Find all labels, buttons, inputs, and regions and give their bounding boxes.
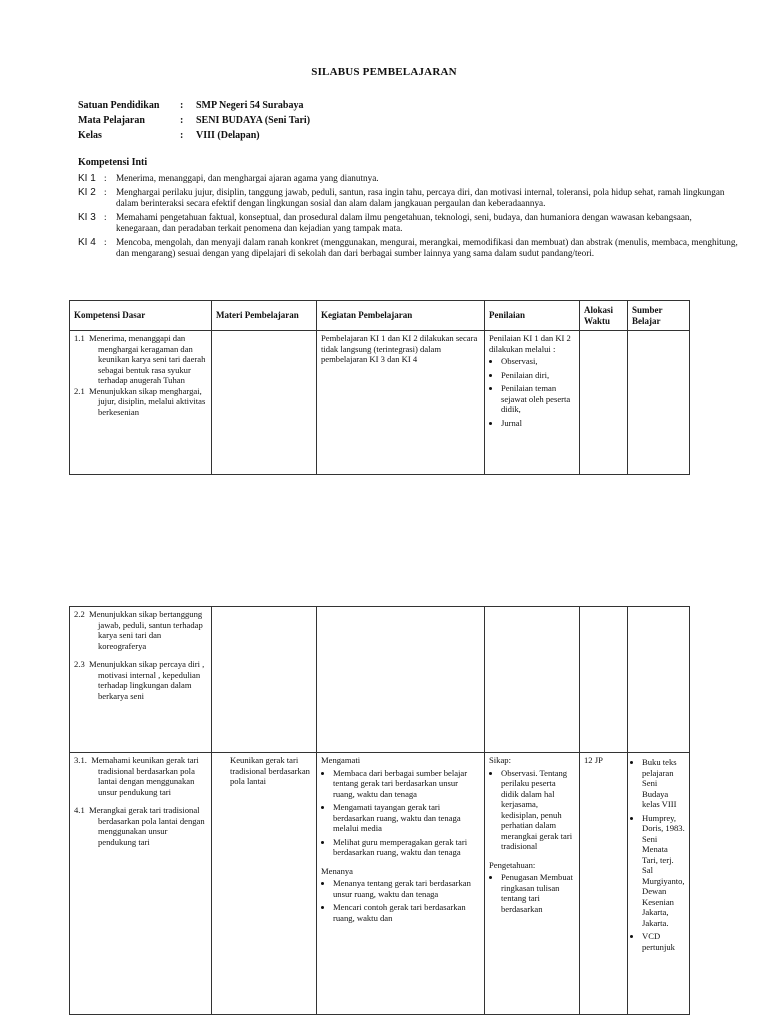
kegiatan-heading-menanya: Menanya bbox=[321, 865, 353, 876]
ki-text: Menghargai perilaku jujur, disiplin, tanggung jawab, peduli, santun, rasa ingin tahu, percaya diri, dan motivasi internal, toleransi, pola hidup sehat, ramah lingkungan dalam berinteraksi secara efektif dengan lingkungan sosial dan alam dalam jangkauan pergaulan dan keberadaannya. bbox=[116, 187, 725, 208]
cell-materi bbox=[212, 753, 317, 1015]
meta-label: Mata Pelajaran bbox=[78, 115, 145, 126]
kegiatan-list-menanya bbox=[321, 878, 480, 923]
cell-materi bbox=[212, 331, 317, 475]
list-item: • Mengamati tayangan gerak tari berdasarkan ruang, waktu dan tenaga melalui media bbox=[333, 802, 480, 834]
list-item: • Jurnal bbox=[501, 418, 575, 429]
kd-number: 1.1 bbox=[74, 333, 85, 343]
kd-text: Menunjukkan sikap menghargai, jujur, disiplin, melalui aktivitas berkesenian bbox=[89, 385, 206, 417]
ki-text: Mencoba, mengolah, dan menyaji dalam ranah konkret (menggunakan, mengurai, merangkai, memodifikasi dan membuat) dan abstrak (menulis, membaca, menghitung, dan mengarang) sesuai dengan yang dipelajari di sekolah dan dari berbagai sumber lainnya yang sama dalam sudut pandang/teori. bbox=[116, 237, 738, 258]
syllabus-table-part-2 bbox=[69, 606, 690, 1015]
list-item: • VCD pertunjuk bbox=[642, 931, 685, 952]
cell-kompetensi-dasar bbox=[70, 331, 212, 475]
kd-item bbox=[74, 333, 207, 386]
list-item: • Penugasan Membuat ringkasan tulisan tentang tari berdasarkan bbox=[501, 872, 575, 914]
list-item: • Melihat guru memperagakan gerak tari berdasarkan ruang, waktu dan tenaga bbox=[333, 837, 480, 858]
kd-number: 2.3 bbox=[74, 659, 85, 669]
list-item: • Observasi, bbox=[501, 356, 575, 367]
ki-text: Memahami pengetahuan faktual, konseptual, dan prosedural dalam ilmu pengetahuan, teknologi, seni, budaya, dan humaniora dengan wawasan kebangsaan, kenegaraan, dan peradaban terkait penomena dan kejadian yang tampak mata. bbox=[116, 212, 692, 233]
penilaian-intro: Penilaian KI 1 dan KI 2 dilakukan melalui : bbox=[489, 333, 571, 354]
ki-colon: : bbox=[104, 237, 107, 247]
list-item: • Penilaian teman sejawat oleh peserta didik, bbox=[501, 383, 575, 415]
ki-list bbox=[78, 173, 738, 262]
kd-number: 2.2 bbox=[74, 609, 85, 619]
list-item: • Observasi. Tentang perilaku peserta didik dalam hal kerjasama, kedisiplan, penuh perhatian dalam merangkai gerak tari tradisional bbox=[501, 768, 575, 852]
list-item: • Penilaian diri, bbox=[501, 370, 575, 381]
kegiatan-list-mengamati bbox=[321, 768, 480, 858]
ki-heading: Kompetensi Inti bbox=[78, 157, 148, 168]
alokasi-value: 12 JP bbox=[584, 755, 603, 765]
cell-kegiatan bbox=[317, 607, 485, 753]
meta-value: SENI BUDAYA (Seni Tari) bbox=[196, 115, 311, 126]
cell-kegiatan bbox=[317, 753, 485, 1015]
cell-alokasi bbox=[580, 331, 628, 475]
cell-kompetensi-dasar bbox=[70, 607, 212, 753]
penilaian-list-sikap bbox=[489, 768, 575, 852]
identity-block bbox=[78, 98, 310, 143]
kd-number: 3.1. bbox=[74, 755, 87, 765]
cell-kegiatan bbox=[317, 331, 485, 475]
kd-item bbox=[74, 805, 207, 847]
penilaian-list-pengetahuan bbox=[489, 872, 575, 914]
header-materi: Materi Pembelajaran bbox=[212, 301, 317, 331]
penilaian-list bbox=[489, 356, 575, 428]
meta-colon: : bbox=[180, 100, 184, 111]
header-sumber: Sumber Belajar bbox=[628, 301, 690, 331]
meta-row-school bbox=[78, 98, 310, 113]
cell-alokasi bbox=[580, 607, 628, 753]
kd-text: Merangkai gerak tari tradisional berdasarkan pola lantai dengan menggunakan unsur pendukung tari bbox=[89, 805, 205, 847]
kd-text: Memahami keunikan gerak tari tradisional berdasarkan pola lantai dengan menggunakan unsur pendukung tari bbox=[91, 755, 199, 797]
cell-alokasi bbox=[580, 753, 628, 1015]
ki-code: KI 3 bbox=[78, 212, 96, 223]
table-row bbox=[70, 607, 690, 753]
ki-colon: : bbox=[104, 212, 107, 222]
ki-item bbox=[78, 237, 738, 259]
cell-penilaian bbox=[485, 753, 580, 1015]
kd-item bbox=[74, 755, 207, 797]
cell-materi bbox=[212, 607, 317, 753]
ki-code: KI 4 bbox=[78, 237, 96, 248]
page-title: SILABUS PEMBELAJARAN bbox=[311, 66, 457, 78]
header-penilaian: Penilaian bbox=[485, 301, 580, 331]
meta-value: SMP Negeri 54 Surabaya bbox=[196, 100, 304, 111]
meta-label: Satuan Pendidikan bbox=[78, 100, 160, 111]
kd-number: 2.1 bbox=[74, 385, 85, 396]
ki-item bbox=[78, 212, 738, 234]
penilaian-heading-sikap: Sikap: bbox=[489, 755, 511, 765]
list-item: • Mencari contoh gerak tari berdasarkan ruang, waktu dan bbox=[333, 902, 480, 923]
meta-colon: : bbox=[180, 115, 184, 126]
cell-sumber bbox=[628, 331, 690, 475]
cell-penilaian bbox=[485, 607, 580, 753]
list-item: • Menanya tentang gerak tari berdasarkan unsur ruang, waktu dan tenaga bbox=[333, 878, 480, 899]
cell-kompetensi-dasar bbox=[70, 753, 212, 1015]
kd-text: Menunjukkan sikap percaya diri , motivasi internal , kepedulian terhadap lingkungan dalam berkarya seni bbox=[89, 659, 205, 701]
ki-item bbox=[78, 173, 738, 184]
table-header-row bbox=[70, 301, 690, 331]
kegiatan-text: Pembelajaran KI 1 dan KI 2 dilakukan secara tidak langsung (terintegrasi) dalam pembelajaran KI 3 dan KI 4 bbox=[321, 333, 478, 364]
table-row bbox=[70, 331, 690, 475]
ki-colon: : bbox=[104, 173, 107, 183]
header-kegiatan: Kegiatan Pembelajaran bbox=[317, 301, 485, 331]
kd-text: Menerima, menanggapi dan menghargai keragaman dan keunikan karya seni tari daerah sebagai bentuk rasa syukur terhadap anugerah Tuhan bbox=[89, 333, 206, 385]
kd-item bbox=[74, 386, 207, 418]
materi-text: Keunikan gerak tari tradisional berdasarkan pola lantai bbox=[230, 755, 310, 786]
list-item: • Buku teks pelajaran Seni Budaya kelas VIII bbox=[642, 757, 685, 810]
kegiatan-heading-mengamati: Mengamati bbox=[321, 755, 361, 765]
meta-row-class bbox=[78, 128, 310, 143]
ki-text: Menerima, menanggapi, dan menghargai ajaran agama yang dianutnya. bbox=[116, 173, 379, 183]
kd-item bbox=[74, 609, 207, 651]
kd-number: 4.1 bbox=[74, 805, 85, 815]
meta-label: Kelas bbox=[78, 130, 102, 141]
kd-text: Menunjukkan sikap bertanggung jawab, peduli, santun terhadap karya seni tari dan koreograferya bbox=[89, 609, 203, 651]
header-alokasi: Alokasi Waktu bbox=[580, 301, 628, 331]
kd-item bbox=[74, 659, 207, 701]
ki-colon: : bbox=[104, 187, 107, 197]
syllabus-table-part-1 bbox=[69, 300, 690, 475]
ki-code: KI 1 bbox=[78, 173, 96, 184]
list-item: • Membaca dari berbagai sumber belajar tentang gerak tari berdasarkan unsur ruang, waktu dan tenaga bbox=[333, 768, 480, 800]
penilaian-heading-pengetahuan: Pengetahuan: bbox=[489, 859, 536, 870]
list-item: • Humprey, Doris, 1983. Seni Menata Tari, terj. Sal Murgiyanto, Dewan Kesenian Jakarta, Jakarta. bbox=[642, 813, 685, 929]
header-kompetensi-dasar: Kompetensi Dasar bbox=[70, 301, 212, 331]
meta-value: VIII (Delapan) bbox=[196, 130, 260, 141]
meta-colon: : bbox=[180, 130, 184, 141]
meta-row-subject bbox=[78, 113, 310, 128]
ki-item bbox=[78, 187, 738, 209]
sumber-list bbox=[632, 757, 685, 952]
cell-sumber bbox=[628, 607, 690, 753]
cell-penilaian bbox=[485, 331, 580, 475]
cell-sumber bbox=[628, 753, 690, 1015]
table-row bbox=[70, 753, 690, 1015]
ki-code: KI 2 bbox=[78, 187, 96, 198]
